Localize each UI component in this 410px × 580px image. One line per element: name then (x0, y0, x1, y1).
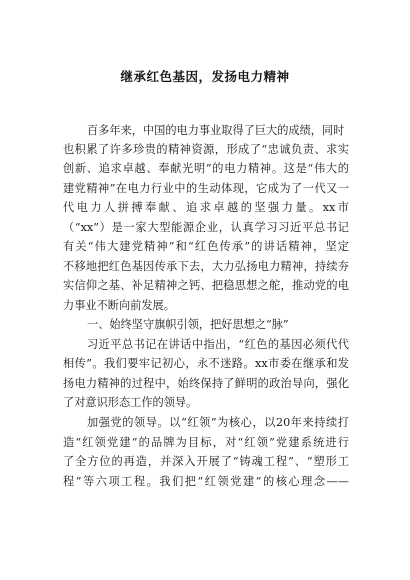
paragraph-line: 力事业不断向前发展。 (63, 299, 175, 312)
paragraph-line: 创新、追求卓越、奉献光明”的电力精神。这是“伟大的 (63, 162, 349, 175)
paragraph-line: 建党精神”在电力行业中的生动体现，它成为了一代又一 (63, 182, 349, 195)
paragraph-line: 程”等六项工程。我们把“红领党建”的核心理念—— (63, 475, 349, 488)
paragraph-line: 习近平总书记在讲话中指出，“红色的基因必须代代 (87, 338, 349, 351)
paragraph-line: 了对意识形态工作的领导。 (63, 396, 198, 409)
section-heading: 一、始终坚守旗帜引领，把好思想之“脉” (87, 318, 289, 331)
paragraph-line: （“xx”）是一家大型能源企业，认真学习习近平总书记 (63, 221, 349, 234)
paragraph-line: 不移地把红色基因传承下去，大力弘扬电力精神，持续夯 (63, 260, 349, 273)
paragraph-line: 了全方位的再造，并深入开展了“铸魂工程”、“塑形工 (63, 455, 349, 468)
paragraph-line: 扬电力精神的过程中，始终保持了鲜明的政治导向，强化 (63, 377, 349, 390)
paragraph-line: 加强党的领导。以“红领”为核心，以20年来持续打 (87, 416, 349, 429)
document-title: 继承红色基因，发扬电力精神 (120, 69, 290, 84)
paragraph-line: 有关“伟大建党精神”和“红色传承”的讲话精神，坚定 (63, 240, 349, 253)
paragraph-line: 也积累了许多珍贵的精神资源，形成了“忠诚负责、求实 (63, 143, 349, 156)
paragraph-line: 百多年来，中国的电力事业取得了巨大的成绩，同时 (87, 124, 345, 137)
paragraph-line: 实信仰之基、补足精神之钙、把稳思想之舵，推动党的电 (63, 279, 349, 292)
paragraph-line: 相传”。我们要牢记初心，永不迷路。xx市委在继承和发 (63, 357, 349, 370)
paragraph-line: 代电力人拼搏奉献、追求卓越的坚强力量。xx市 (63, 201, 349, 214)
paragraph-line: 造“红领党建”的品牌为目标，对“红领”党建系统进行 (63, 436, 349, 449)
